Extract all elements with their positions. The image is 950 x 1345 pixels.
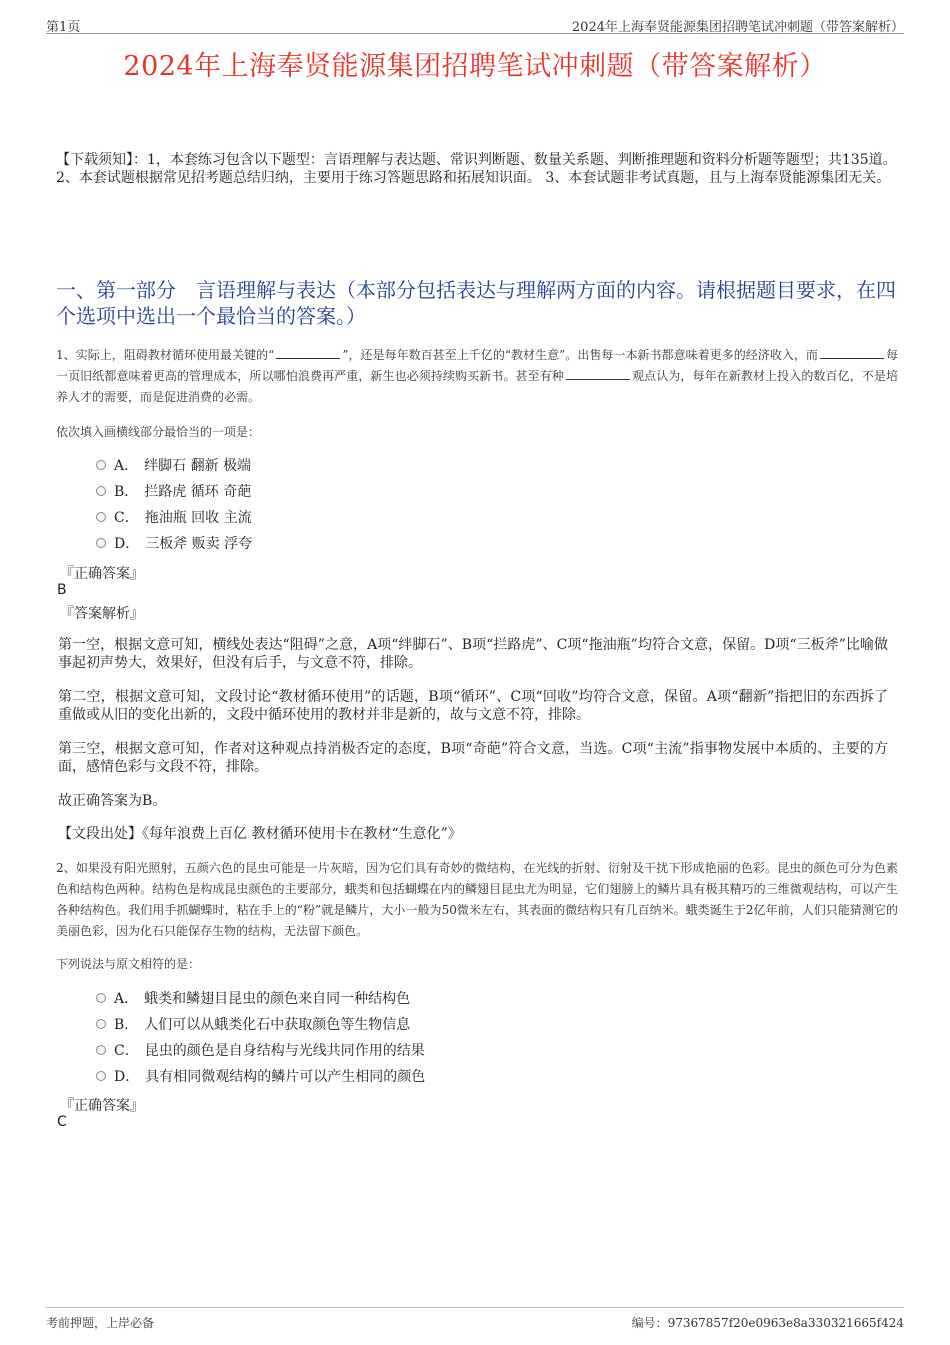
download-notice: 【下载须知】：1，本套练习包含以下题型：言语理解与表达题、常识判断题、数量关系题、判断推理题和资料分析题等题型；共135道。 2、本套试题根据常见招考题总结归纳，主要用于练习答题思路和拓展知识面。 3、本套试题非考试真题，且与上海奉贤能源集团无关。 xyxy=(56,152,897,186)
radio-icon[interactable] xyxy=(96,1071,106,1081)
correct-answer-value: B xyxy=(57,582,67,598)
fill-blank xyxy=(276,346,340,359)
question-1-prompt: 依次填入画横线部分最恰当的一项是： xyxy=(56,425,261,439)
question-1-text: 1、实际上，阻碍教材循环使用最关键的“ ”，还是每年数百甚至上千亿的“教材生意”。出售每一本新书都意味着更多的经济收入，而 每一页旧纸都意味着更高的管理成本，所以哪怕浪费再严重，新生也必须持续购买新书。甚至有种 观点认为，每年在新教材上投入的数百亿，不是培养人才的需要，而是促进消费的必需。 xyxy=(56,348,898,404)
question-1-option-d[interactable]: D． 三板斧 贩卖 浮夸 xyxy=(96,534,252,554)
analysis-paragraph: 第三空，根据文意可知，作者对这种观点持消极否定的态度，B项“奇葩”符合文意，当选。C项“主流”指事物发展中本质的、主要的方面，感情色彩与文段不符，排除。 xyxy=(58,741,888,775)
radio-icon[interactable] xyxy=(96,1019,106,1029)
question-2-option-c[interactable]: C． 昆虫的颜色是自身结构与光线共同作用的结果 xyxy=(96,1041,425,1061)
radio-icon[interactable] xyxy=(96,512,106,522)
section-heading: 一、第一部分 言语理解与表达（本部分包括表达与理解两方面的内容。请根据题目要求，在四个选项中选出一个最恰当的答案。） xyxy=(56,278,896,328)
source-citation: 【文段出处】《每年浪费上百亿 教材循环使用卡在教材“生意化”》 xyxy=(58,826,462,842)
analysis-paragraph: 第一空，根据文意可知，横线处表达“阻碍”之意，A项“绊脚石”、B项“拦路虎”、C项“拖油瓶”均符合文意，保留。D项“三板斧”比喻做事起初声势大，效果好，但没有后手，与文意不符，排除。 xyxy=(58,637,888,671)
analysis-paragraph: 第二空，根据文意可知，文段讨论“教材循环使用”的话题，B项“循环”、C项“回收”均符合文意，保留。A项“翻新”指把旧的东西拆了重做或从旧的变化出新的，文段中循环使用的教材并非是新的，故与文意不符，排除。 xyxy=(58,689,888,723)
question-2-option-a[interactable]: A． 蛾类和鳞翅目昆虫的颜色来自同一种结构色 xyxy=(96,989,410,1009)
correct-answer-value: C xyxy=(57,1114,67,1130)
document-id: 编号：97367857f20e0963e8a330321665f424 xyxy=(631,1316,904,1330)
running-header-title: 2024年上海奉贤能源集团招聘笔试冲刺题（带答案解析） xyxy=(571,20,904,35)
document-title: 2024年上海奉贤能源集团招聘笔试冲刺题（带答案解析） xyxy=(123,51,827,82)
radio-icon[interactable] xyxy=(96,538,106,548)
radio-icon[interactable] xyxy=(96,486,106,496)
question-2-text: 2、如果没有阳光照射，五颜六色的昆虫可能是一片灰暗，因为它们具有奇妙的微结构，在光线的折射、衍射及干扰下形成艳丽的色彩。昆虫的颜色可分为色素色和结构色两种。结构色是构成昆虫颜色的主要部分，蛾类和包括蝴蝶在内的鳞翅目昆虫尤为明显，它们翅膀上的鳞片具有极其精巧的三维微观结构，可以产生各种结构色。我们用手抓蝴蝶时，粘在手上的“粉”就是鳞片，大小一般为50微米左右，其表面的微结构只有几百纳米。蛾类诞生于2亿年前，人们只能猜测它的美丽色彩，因为化石只能保存生物的结构，无法留下颜色。 xyxy=(56,861,898,938)
question-1-option-b[interactable]: B． 拦路虎 循环 奇葩 xyxy=(96,482,251,502)
question-2-option-b[interactable]: B． 人们可以从蛾类化石中获取颜色等生物信息 xyxy=(96,1015,410,1035)
fill-blank xyxy=(566,367,630,380)
correct-answer-label: 『正确答案』 xyxy=(60,1098,144,1114)
question-1-option-a[interactable]: A． 绊脚石 翻新 极端 xyxy=(96,456,251,476)
analysis-conclusion: 故正确答案为B。 xyxy=(58,793,167,809)
question-2-prompt: 下列说法与原文相符的是： xyxy=(56,957,201,971)
radio-icon[interactable] xyxy=(96,460,106,470)
header-divider xyxy=(46,33,904,34)
question-1-option-c[interactable]: C． 拖油瓶 回收 主流 xyxy=(96,508,252,528)
footer-slogan: 考前押题，上岸必备 xyxy=(46,1316,155,1330)
fill-blank xyxy=(820,346,884,359)
correct-answer-label: 『正确答案』 xyxy=(60,566,144,582)
radio-icon[interactable] xyxy=(96,1045,106,1055)
radio-icon[interactable] xyxy=(96,993,106,1003)
footer-divider xyxy=(46,1307,904,1308)
analysis-label: 『答案解析』 xyxy=(60,606,144,622)
page-number: 第1页 xyxy=(46,20,81,35)
question-2-option-d[interactable]: D． 具有相同微观结构的鳞片可以产生相同的颜色 xyxy=(96,1067,425,1087)
